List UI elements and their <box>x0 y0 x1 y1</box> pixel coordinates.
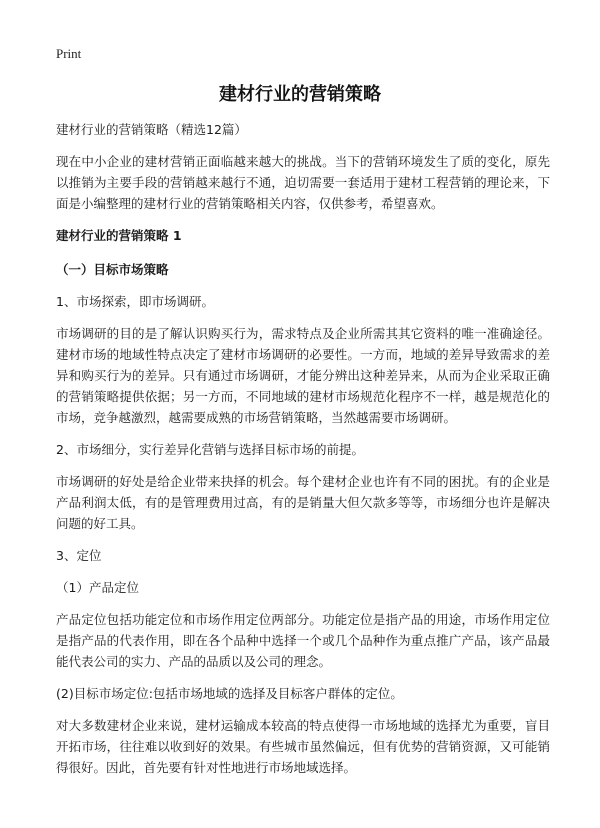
section-sub-heading: （一）目标市场策略 <box>56 262 169 277</box>
document-subtitle: 建材行业的营销策略（精选12篇） <box>56 122 247 137</box>
item-title: 3、定位 <box>56 548 102 563</box>
item-paragraph: 市场调研的目的是了解认识购买行为，需求特点及企业所需其其它资料的唯一准确途径。建材市场的地域性特点决定了建材市场调研的必要性。一方而，地域的差异导致需求的差异和购买行为的差异。只有通过市场调研，才能分辨出这种差异来，从而为企业采取正确的营销策略提供依据；另一方而，不同地域的建材市场规范化程序不一样，越是规范化的市场，竞争越激烈，越需要成熟的市场营销策略，当然越需要市场调研。 <box>56 326 550 425</box>
item-title: 2、市场细分，实行差异化营销与选择目标市场的前提。 <box>56 442 364 457</box>
page-title: 建材行业的营销策略 <box>219 84 381 105</box>
section-heading: 建材行业的营销策略 1 <box>56 228 182 243</box>
sub-item-paragraph: 对大多数建材企业来说，建材运输成本较高的特点使得一市场地域的选择尤为重要，盲目开拓市场，往往难以收到好的效果。有些城市虽然偏远，但有优势的营销资源，又可能销得很好。因此，首先要有针对性地进行市场地域选择。 <box>56 718 550 775</box>
sub-item-title: (2)目标市场定位:包括市场地域的选择及目标客户群体的定位。 <box>56 686 403 701</box>
print-link[interactable]: Print <box>56 46 82 61</box>
sub-item-paragraph: 产品定位包括功能定位和市场作用定位两部分。功能定位是指产品的用途，市场作用定位是指产品的代表作用，即在各个品种中选择一个或几个品种作为重点推广产品，该产品最能代表公司的实力、产品的品质以及公司的理念。 <box>56 612 550 669</box>
item-paragraph: 市场调研的好处是给企业带来抉择的机会。每个建材企业也许有不同的困扰。有的企业是产品利润太低，有的是管理费用过高，有的是销量大但欠款多等等，市场细分也许是解决问题的好工具。 <box>56 474 550 531</box>
sub-item-title: （1）产品定位 <box>56 580 139 595</box>
item-title: 1、市场探索，即市场调研。 <box>56 294 214 309</box>
intro-paragraph: 现在中小企业的建材营销正面临越来越大的挑战。当下的营销环境发生了质的变化，原先以推销为主要手段的营销越来越行不通，迫切需要一套适用于建材工程营销的理论来，下面是小编整理的建材行业的营销策略相关内容，仅供参考，希望喜欢。 <box>56 154 550 211</box>
document-body <box>56 119 550 789</box>
